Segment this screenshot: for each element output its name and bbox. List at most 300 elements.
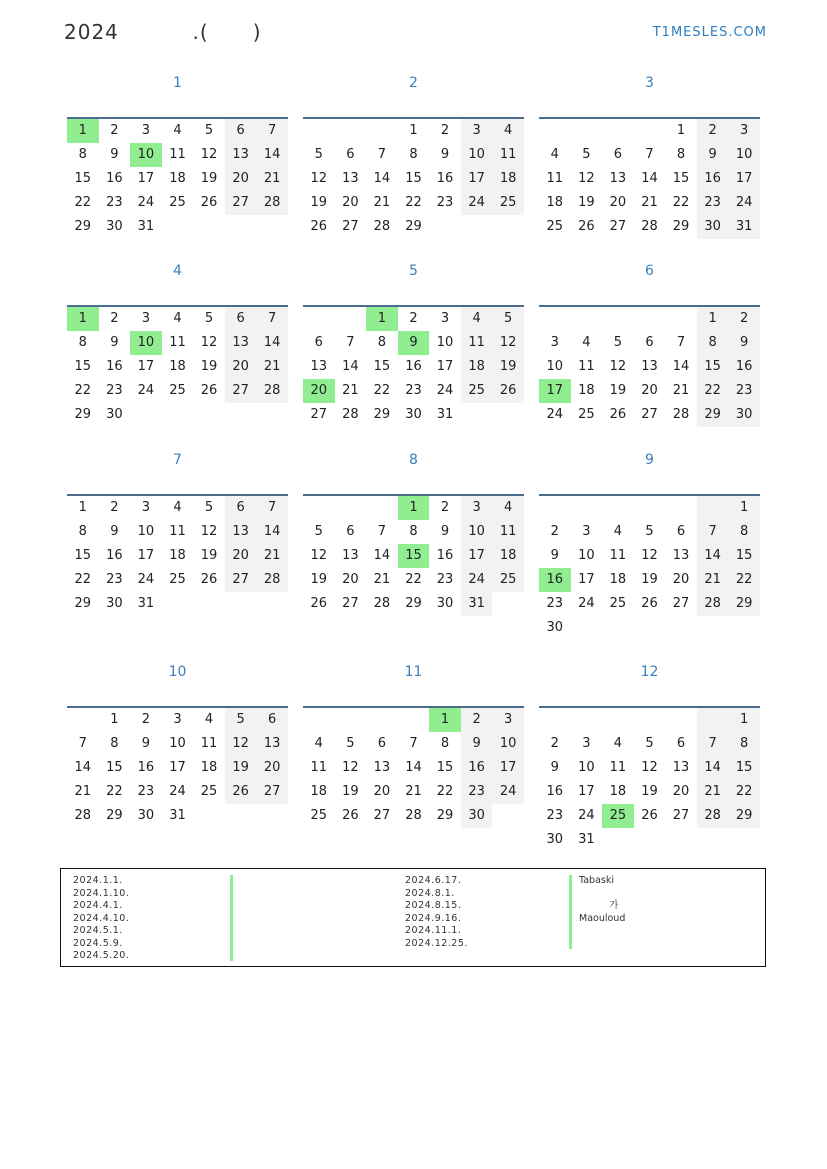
day-cell: 13 <box>672 548 690 563</box>
day-cell: 21 <box>697 568 729 592</box>
empty-day <box>366 708 398 732</box>
day-cell: 7 <box>676 335 686 350</box>
day-cell: 16 <box>461 756 493 780</box>
day-cell: 11 <box>169 524 186 539</box>
day-cell: 2 <box>440 123 450 138</box>
day-cell: 1 <box>697 307 729 331</box>
empty-day <box>665 708 697 732</box>
day-cell: 2 <box>697 119 729 143</box>
day-cell: 15 <box>74 359 92 374</box>
day-cell: 14 <box>373 171 391 186</box>
day-cell: 18 <box>169 359 186 374</box>
day-cell: 10 <box>578 548 595 563</box>
week-row <box>539 756 760 780</box>
empty-day <box>634 119 666 143</box>
week-row <box>67 496 288 520</box>
month-days-grid <box>67 706 288 828</box>
week-row <box>303 379 524 403</box>
day-cell: 16 <box>106 359 123 374</box>
empty-day <box>225 804 257 828</box>
week-row <box>67 780 288 804</box>
day-cell: 16 <box>436 171 454 186</box>
day-cell: 12 <box>578 171 595 186</box>
day-cell: 4 <box>613 736 623 751</box>
day-cell: 21 <box>405 784 422 799</box>
empty-day <box>303 307 335 331</box>
empty-day <box>602 708 634 732</box>
day-cell: 21 <box>256 544 288 568</box>
empty-day <box>335 307 367 331</box>
empty-day <box>335 496 367 520</box>
day-cell: 27 <box>609 219 627 234</box>
day-cell: 8 <box>78 335 87 350</box>
day-cell: 9 <box>461 732 493 756</box>
day-cell: 9 <box>110 335 119 350</box>
brand-link[interactable]: T1MESLES.COM <box>652 25 767 40</box>
week-row <box>539 119 760 143</box>
empty-day <box>665 616 697 640</box>
day-cell: 23 <box>546 808 564 823</box>
day-cell: 30 <box>106 219 123 234</box>
day-cell: 10 <box>578 760 595 775</box>
day-cell: 11 <box>461 331 493 355</box>
day-cell: 18 <box>461 355 493 379</box>
day-cell: 25 <box>169 195 186 210</box>
day-cell: 10 <box>137 524 155 539</box>
legend-holiday-name: 가 <box>579 900 619 911</box>
day-cell: 25 <box>492 568 524 592</box>
empty-day <box>492 215 524 239</box>
day-cell: 27 <box>373 808 391 823</box>
day-cell: 11 <box>492 143 524 167</box>
holiday-day-cell: 1 <box>366 307 398 331</box>
empty-day <box>728 616 760 640</box>
empty-day <box>571 119 603 143</box>
legend-right-marker <box>569 875 572 949</box>
day-cell: 10 <box>169 736 186 751</box>
day-cell: 22 <box>728 568 760 592</box>
month-days-grid <box>67 305 288 427</box>
day-cell: 1 <box>728 708 760 732</box>
day-cell: 27 <box>256 780 288 804</box>
day-cell: 29 <box>74 596 92 611</box>
day-cell: 30 <box>728 403 760 427</box>
day-cell: 4 <box>582 335 591 350</box>
day-cell: 20 <box>225 167 257 191</box>
day-cell: 20 <box>225 355 257 379</box>
day-cell: 30 <box>106 407 123 422</box>
day-cell: 20 <box>672 572 690 587</box>
day-cell: 20 <box>641 383 658 398</box>
day-cell: 9 <box>141 736 151 751</box>
week-row <box>67 544 288 568</box>
legend-date: 2024.8.15. <box>405 900 462 911</box>
day-cell: 16 <box>106 171 123 186</box>
empty-day <box>571 307 603 331</box>
day-cell: 28 <box>697 592 729 616</box>
day-cell: 20 <box>609 195 627 210</box>
day-cell: 13 <box>641 359 658 374</box>
day-cell: 20 <box>256 756 288 780</box>
day-cell: 9 <box>110 147 119 162</box>
empty-day <box>256 804 288 828</box>
day-cell: 17 <box>137 171 155 186</box>
day-cell: 29 <box>405 219 422 234</box>
legend-date: 2024.1.1. <box>73 875 123 886</box>
day-cell: 26 <box>342 808 359 823</box>
day-cell: 3 <box>461 496 493 520</box>
legend-holiday-name: Maouloud <box>579 912 626 924</box>
day-cell: 18 <box>492 544 524 568</box>
day-cell: 6 <box>225 119 257 143</box>
day-cell: 23 <box>106 383 123 398</box>
day-cell: 13 <box>342 548 359 563</box>
week-row <box>67 215 288 239</box>
empty-day <box>303 496 335 520</box>
day-cell: 13 <box>225 143 257 167</box>
day-cell: 24 <box>137 195 155 210</box>
day-cell: 6 <box>613 147 623 162</box>
day-cell: 19 <box>609 383 627 398</box>
day-cell: 24 <box>137 383 155 398</box>
day-cell: 4 <box>173 311 182 326</box>
day-cell: 12 <box>641 760 658 775</box>
day-cell: 6 <box>676 524 686 539</box>
day-cell: 15 <box>697 355 729 379</box>
week-row <box>303 355 524 379</box>
legend-right-names <box>579 875 625 950</box>
day-cell: 11 <box>169 147 186 162</box>
day-cell: 17 <box>578 784 595 799</box>
week-row <box>303 708 524 732</box>
day-cell: 19 <box>225 756 257 780</box>
day-cell: 19 <box>342 784 359 799</box>
day-cell: 4 <box>204 712 214 727</box>
legend-date: 2024.9.16. <box>405 912 462 924</box>
day-cell: 3 <box>141 311 151 326</box>
day-cell: 24 <box>137 572 155 587</box>
day-cell: 25 <box>200 784 218 799</box>
legend-date: 2024.8.1. <box>405 887 455 899</box>
day-cell: 22 <box>74 383 92 398</box>
month-days-grid <box>67 117 288 239</box>
week-row <box>539 592 760 616</box>
day-cell: 14 <box>373 548 391 563</box>
day-cell: 9 <box>728 331 760 355</box>
day-cell: 3 <box>582 524 591 539</box>
empty-day <box>162 592 194 616</box>
week-row <box>303 520 524 544</box>
month-title: 3 <box>645 75 654 91</box>
day-cell: 11 <box>169 335 186 350</box>
day-cell: 17 <box>137 548 155 563</box>
day-cell: 25 <box>461 379 493 403</box>
day-cell: 8 <box>697 331 729 355</box>
empty-day <box>335 119 367 143</box>
day-cell: 28 <box>256 379 288 403</box>
day-cell: 15 <box>728 756 760 780</box>
week-row <box>67 191 288 215</box>
empty-day <box>225 215 257 239</box>
day-cell: 18 <box>609 784 627 799</box>
day-cell: 17 <box>578 572 595 587</box>
day-cell: 18 <box>169 548 186 563</box>
day-cell: 5 <box>204 500 214 515</box>
day-cell: 22 <box>373 383 391 398</box>
day-cell: 3 <box>582 736 591 751</box>
day-cell: 22 <box>728 780 760 804</box>
day-cell: 30 <box>697 215 729 239</box>
empty-day <box>602 616 634 640</box>
empty-day <box>162 403 194 427</box>
week-row <box>539 307 760 331</box>
month-title: 1 <box>173 75 182 91</box>
empty-day <box>539 307 571 331</box>
day-cell: 30 <box>137 808 155 823</box>
day-cell: 23 <box>461 780 493 804</box>
day-cell: 4 <box>492 119 524 143</box>
day-cell: 23 <box>106 195 123 210</box>
day-cell: 26 <box>225 780 257 804</box>
holiday-day-cell: 9 <box>398 331 430 355</box>
day-cell: 28 <box>697 804 729 828</box>
day-cell: 24 <box>728 191 760 215</box>
legend-date: 2024.6.17. <box>405 875 462 886</box>
day-cell: 7 <box>697 732 729 756</box>
week-row <box>539 828 760 852</box>
day-cell: 27 <box>672 808 690 823</box>
day-cell: 18 <box>546 195 564 210</box>
day-cell: 29 <box>106 808 123 823</box>
empty-day <box>539 496 571 520</box>
day-cell: 4 <box>613 524 623 539</box>
day-cell: 10 <box>546 359 564 374</box>
day-cell: 31 <box>137 596 155 611</box>
empty-day <box>665 496 697 520</box>
day-cell: 12 <box>492 331 524 355</box>
day-cell: 29 <box>436 808 454 823</box>
day-cell: 7 <box>346 335 355 350</box>
day-cell: 5 <box>346 736 355 751</box>
day-cell: 25 <box>169 572 186 587</box>
day-cell: 28 <box>256 568 288 592</box>
holiday-day-cell: 1 <box>398 496 430 520</box>
day-cell: 29 <box>728 804 760 828</box>
day-cell: 23 <box>728 379 760 403</box>
day-cell: 3 <box>492 708 524 732</box>
day-cell: 29 <box>74 219 92 234</box>
empty-day <box>461 403 493 427</box>
month-title: 11 <box>404 664 423 680</box>
legend-left-marker <box>230 875 233 961</box>
day-cell: 18 <box>492 167 524 191</box>
day-cell: 5 <box>314 524 323 539</box>
day-cell: 16 <box>436 548 454 563</box>
empty-day <box>303 119 335 143</box>
legend-date: 2024.4.10. <box>73 912 130 924</box>
day-cell: 20 <box>225 544 257 568</box>
legend-date: 2024.1.10. <box>73 887 130 899</box>
day-cell: 27 <box>225 568 257 592</box>
month-days-grid <box>303 494 524 616</box>
day-cell: 10 <box>728 143 760 167</box>
week-row <box>303 143 524 167</box>
day-cell: 15 <box>672 171 690 186</box>
empty-day <box>256 592 288 616</box>
empty-day <box>602 828 634 852</box>
day-cell: 22 <box>405 572 422 587</box>
week-row <box>539 191 760 215</box>
day-cell: 26 <box>492 379 524 403</box>
day-cell: 21 <box>373 572 391 587</box>
day-cell: 3 <box>550 335 559 350</box>
day-cell: 7 <box>697 520 729 544</box>
day-cell: 15 <box>106 760 123 775</box>
empty-day <box>697 828 729 852</box>
day-cell: 28 <box>641 219 658 234</box>
week-row <box>539 568 760 592</box>
holiday-day-cell: 17 <box>539 379 571 403</box>
day-cell: 23 <box>405 383 422 398</box>
day-cell: 14 <box>256 143 288 167</box>
day-cell: 27 <box>225 191 257 215</box>
day-cell: 26 <box>200 195 218 210</box>
day-cell: 3 <box>141 123 151 138</box>
day-cell: 6 <box>676 736 686 751</box>
empty-day <box>492 403 524 427</box>
week-row <box>67 708 288 732</box>
day-cell: 16 <box>697 167 729 191</box>
month-days-grid <box>539 706 760 852</box>
day-cell: 26 <box>310 596 328 611</box>
day-cell: 15 <box>436 760 454 775</box>
day-cell: 13 <box>672 760 690 775</box>
empty-day <box>634 708 666 732</box>
day-cell: 25 <box>609 596 627 611</box>
day-cell: 15 <box>373 359 391 374</box>
day-cell: 7 <box>377 147 387 162</box>
day-cell: 4 <box>550 147 559 162</box>
day-cell: 11 <box>546 171 564 186</box>
day-cell: 15 <box>728 544 760 568</box>
day-cell: 5 <box>204 311 214 326</box>
day-cell: 28 <box>256 191 288 215</box>
month-days-grid <box>67 494 288 616</box>
day-cell: 28 <box>672 407 690 422</box>
day-cell: 21 <box>342 383 359 398</box>
empty-day <box>602 307 634 331</box>
day-cell: 3 <box>461 119 493 143</box>
day-cell: 24 <box>461 568 493 592</box>
day-cell: 18 <box>609 572 627 587</box>
day-cell: 11 <box>609 548 627 563</box>
day-cell: 30 <box>546 832 564 847</box>
day-cell: 24 <box>546 407 564 422</box>
month-days-grid <box>539 117 760 239</box>
day-cell: 12 <box>225 732 257 756</box>
day-cell: 30 <box>461 804 493 828</box>
empty-day <box>461 215 493 239</box>
day-cell: 19 <box>310 195 328 210</box>
day-cell: 2 <box>141 712 151 727</box>
month-title: 9 <box>645 452 654 468</box>
day-cell: 7 <box>256 307 288 331</box>
day-cell: 16 <box>546 784 564 799</box>
week-row <box>67 331 288 355</box>
day-cell: 2 <box>550 524 559 539</box>
week-row <box>539 167 760 191</box>
holiday-day-cell: 15 <box>398 544 430 568</box>
week-row <box>303 780 524 804</box>
day-cell: 24 <box>578 596 595 611</box>
day-cell: 25 <box>492 191 524 215</box>
empty-day <box>697 616 729 640</box>
day-cell: 23 <box>436 572 454 587</box>
month-title: 6 <box>645 263 654 279</box>
holiday-day-cell: 10 <box>130 143 162 167</box>
week-row <box>539 732 760 756</box>
week-row <box>303 191 524 215</box>
holiday-day-cell: 16 <box>539 568 571 592</box>
month-title: 12 <box>640 664 659 680</box>
week-row <box>303 496 524 520</box>
week-row <box>303 804 524 828</box>
day-cell: 28 <box>373 219 391 234</box>
day-cell: 17 <box>137 359 155 374</box>
empty-day <box>162 215 194 239</box>
month-days-grid <box>303 706 524 828</box>
week-row <box>67 804 288 828</box>
day-cell: 15 <box>74 171 92 186</box>
day-cell: 7 <box>377 524 387 539</box>
week-row <box>303 544 524 568</box>
week-row <box>67 592 288 616</box>
day-cell: 26 <box>641 808 658 823</box>
week-row <box>67 403 288 427</box>
day-cell: 18 <box>578 383 595 398</box>
day-cell: 21 <box>373 195 391 210</box>
day-cell: 29 <box>373 407 391 422</box>
day-cell: 4 <box>314 736 323 751</box>
day-cell: 12 <box>342 760 359 775</box>
day-cell: 30 <box>546 620 564 635</box>
day-cell: 21 <box>256 355 288 379</box>
empty-day <box>256 403 288 427</box>
day-cell: 20 <box>672 784 690 799</box>
day-cell: 10 <box>436 335 454 350</box>
day-cell: 21 <box>641 195 658 210</box>
day-cell: 22 <box>405 195 422 210</box>
week-row <box>67 379 288 403</box>
holiday-day-cell: 1 <box>67 119 99 143</box>
empty-day <box>539 708 571 732</box>
day-cell: 14 <box>342 359 359 374</box>
day-cell: 26 <box>310 219 328 234</box>
day-cell: 25 <box>310 808 328 823</box>
day-cell: 30 <box>436 596 454 611</box>
holiday-legend <box>60 868 766 967</box>
day-cell: 22 <box>672 195 690 210</box>
day-cell: 8 <box>409 147 418 162</box>
day-cell: 1 <box>728 496 760 520</box>
day-cell: 14 <box>256 331 288 355</box>
empty-day <box>602 119 634 143</box>
day-cell: 4 <box>492 496 524 520</box>
empty-day <box>67 708 99 732</box>
day-cell: 19 <box>200 548 218 563</box>
day-cell: 17 <box>492 756 524 780</box>
day-cell: 24 <box>461 191 493 215</box>
